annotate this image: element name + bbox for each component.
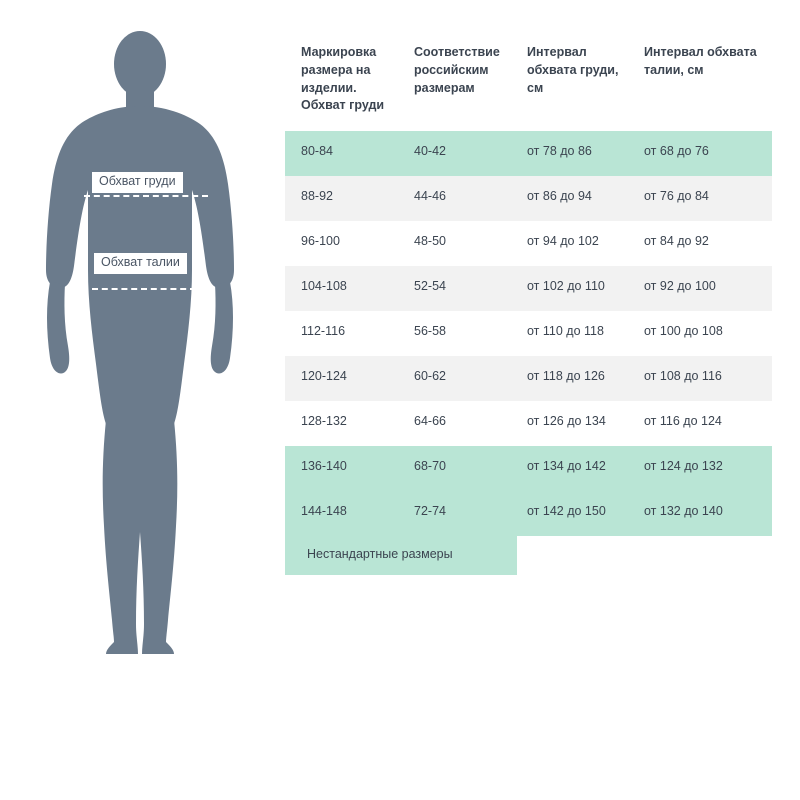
cell-marking: 88-92 [301, 189, 333, 203]
cell-russian-size: 52-54 [414, 279, 446, 293]
table-row [285, 356, 772, 401]
cell-chest-range: от 142 до 150 [527, 504, 606, 518]
table-row [285, 401, 772, 446]
column-header-marking: Маркировка размера на изделии. Обхват груди [301, 45, 385, 113]
cell-marking: 144-148 [301, 504, 347, 518]
cell-waist-range: от 116 до 124 [644, 414, 722, 428]
nonstandard-sizes-button[interactable] [285, 533, 517, 575]
male-body-silhouette [10, 20, 270, 660]
size-chart-container [285, 30, 772, 536]
column-header-waist-range: Интервал обхвата талии, см [644, 45, 757, 77]
cell-russian-size: 56-58 [414, 324, 446, 338]
table-row [285, 221, 772, 266]
cell-russian-size: 44-46 [414, 189, 446, 203]
cell-chest-range: от 94 до 102 [527, 234, 599, 248]
cell-marking: 112-116 [301, 324, 346, 338]
size-chart-table [285, 30, 772, 536]
table-row [285, 311, 772, 356]
cell-waist-range: от 132 до 140 [644, 504, 723, 518]
table-body [285, 131, 772, 536]
cell-russian-size: 40-42 [414, 144, 446, 158]
cell-marking: 128-132 [301, 414, 347, 428]
cell-chest-range: от 102 до 110 [527, 279, 605, 293]
cell-chest-range: от 134 до 142 [527, 459, 606, 473]
cell-marking: 136-140 [301, 459, 347, 473]
cell-chest-range: от 126 до 134 [527, 414, 606, 428]
cell-chest-range: от 110 до 118 [527, 324, 604, 338]
cell-waist-range: от 76 до 84 [644, 189, 709, 203]
cell-russian-size: 48-50 [414, 234, 446, 248]
table-row [285, 131, 772, 176]
cell-chest-range: от 78 до 86 [527, 144, 592, 158]
column-header-chest-range: Интервал обхвата груди, см [527, 45, 619, 95]
table-row [285, 266, 772, 311]
cell-chest-range: от 118 до 126 [527, 369, 605, 383]
cell-chest-range: от 86 до 94 [527, 189, 592, 203]
cell-waist-range: от 100 до 108 [644, 324, 723, 338]
cell-marking: 96-100 [301, 234, 340, 248]
cell-marking: 104-108 [301, 279, 347, 293]
table-row [285, 176, 772, 221]
cell-russian-size: 60-62 [414, 369, 446, 383]
column-header-russian-size: Соответствие российским размерам [414, 45, 500, 95]
waist-measure-label: Обхват талии [94, 253, 187, 274]
chest-measure-label: Обхват груди [92, 172, 183, 193]
waist-measure-line [92, 288, 196, 290]
cell-waist-range: от 108 до 116 [644, 369, 722, 383]
cell-russian-size: 68-70 [414, 459, 446, 473]
cell-russian-size: 72-74 [414, 504, 446, 518]
body-figure-panel [0, 0, 280, 800]
cell-waist-range: от 92 до 100 [644, 279, 716, 293]
cell-waist-range: от 84 до 92 [644, 234, 709, 248]
table-row [285, 491, 772, 536]
table-row [285, 446, 772, 491]
nonstandard-sizes-label: Нестандартные размеры [307, 547, 453, 561]
cell-russian-size: 64-66 [414, 414, 446, 428]
cell-marking: 80-84 [301, 144, 333, 158]
cell-waist-range: от 124 до 132 [644, 459, 723, 473]
table-header-row [285, 30, 772, 131]
chest-measure-line [84, 195, 208, 197]
cell-marking: 120-124 [301, 369, 347, 383]
cell-waist-range: от 68 до 76 [644, 144, 709, 158]
